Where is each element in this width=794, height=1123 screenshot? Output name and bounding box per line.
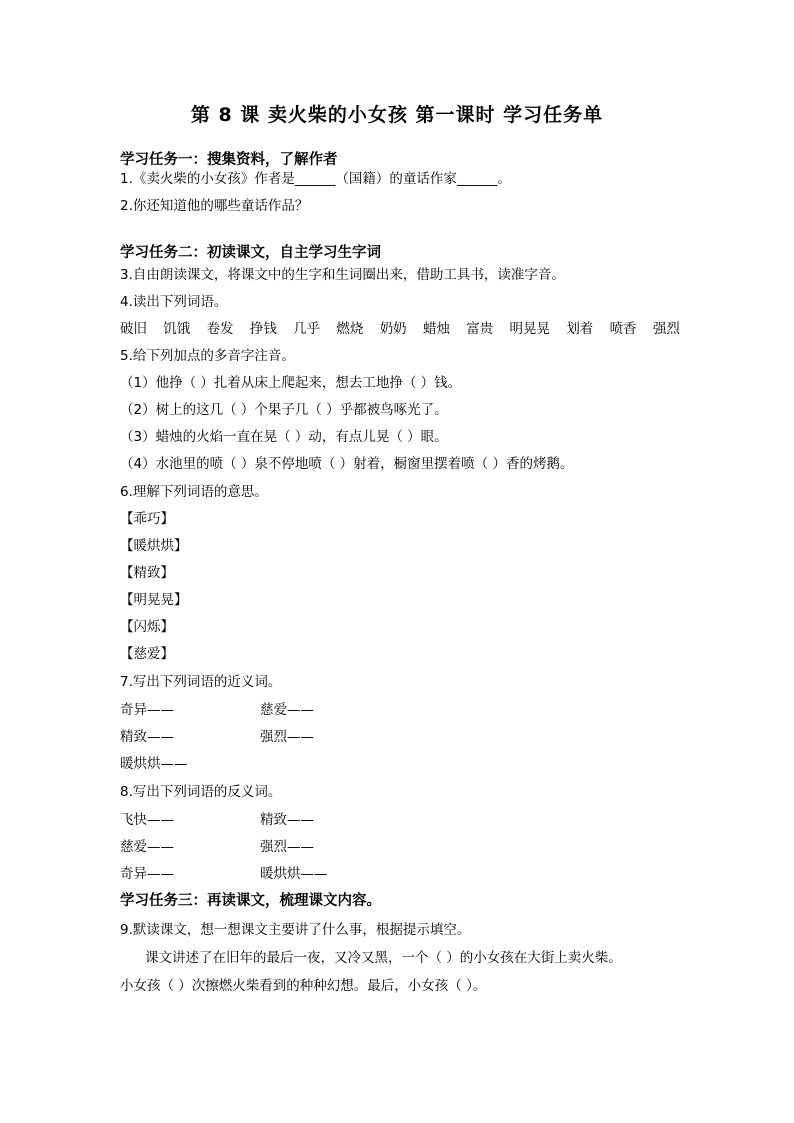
word-meaning-item: 【明晃晃】: [120, 592, 188, 608]
synonym-item: 奇异——: [120, 702, 174, 718]
question-9: 9.默读课文，想一想课文主要讲了什么事，根据提示填空。: [120, 922, 471, 938]
vocab-word: 卷发: [206, 321, 234, 337]
summary-paragraph-line: 课文讲述了在旧年的最后一夜，又冷又黑，一个（ ）的小女孩在大街上卖火柴。: [145, 950, 622, 966]
vocab-word: 蜡烛: [422, 321, 450, 337]
vocab-word: 强烈: [652, 321, 680, 337]
antonym-item: 强烈——: [260, 839, 314, 855]
vocab-word: 几乎: [293, 321, 321, 337]
question-5-item: （4）水池里的喷（ ）泉不停地喷（ ）射着，橱窗里摆着喷（ ）香的烤鹅。: [120, 456, 574, 472]
vocab-list: [120, 317, 680, 337]
vocab-word: 明晃晃: [509, 321, 551, 337]
question-8: 8.写出下列词语的反义词。: [120, 784, 282, 800]
vocab-word: 挣钱: [249, 321, 277, 337]
question-2: 2.你还知道他的哪些童话作品？: [120, 198, 309, 214]
question-4: 4.读出下列词语。: [120, 294, 228, 310]
antonym-item: 飞快——: [120, 812, 174, 828]
question-5: 5.给下列加点的多音字注音。: [120, 348, 295, 364]
word-meaning-item: 【慈爱】: [120, 646, 174, 662]
page-title: 第 8 课 卖火柴的小女孩 第一课时 学习任务单: [190, 104, 604, 126]
summary-paragraph-line: 小女孩（ ）次擦燃火柴看到的种种幻想。最后，小女孩（ ）。: [120, 978, 487, 994]
antonym-item: 慈爱——: [120, 839, 174, 855]
word-meaning-item: 【精致】: [120, 565, 174, 581]
task1-heading: 学习任务一：搜集资料，了解作者: [120, 152, 338, 168]
question-5-item: （1）他挣（ ）扎着从床上爬起来，想去工地挣（ ）钱。: [120, 375, 462, 391]
vocab-word: 喷香: [609, 321, 637, 337]
task3-heading: 学习任务三：再读课文，梳理课文内容。: [120, 893, 381, 909]
vocab-word: 富贵: [466, 321, 494, 337]
synonym-item: 暖烘烘——: [120, 756, 188, 772]
vocab-word: 燃烧: [336, 321, 364, 337]
vocab-word: 饥饿: [163, 321, 191, 337]
question-1: 1.《卖火柴的小女孩》作者是______（国籍）的童话作家______。: [120, 171, 511, 187]
synonym-item: 强烈——: [260, 729, 314, 745]
question-5-item: （3）蜡烛的火焰一直在晃（ ）动，有点儿晃（ ）眼。: [120, 429, 448, 445]
synonym-item: 慈爱——: [260, 702, 314, 718]
antonym-item: 暖烘烘——: [260, 866, 328, 882]
question-6: 6.理解下列词语的意思。: [120, 484, 268, 500]
vocab-word: 划着: [566, 321, 594, 337]
synonym-item: 精致——: [120, 729, 174, 745]
antonym-item: 奇异——: [120, 866, 174, 882]
vocab-word: 破旧: [120, 321, 147, 337]
word-meaning-item: 【乖巧】: [120, 511, 174, 527]
question-3: 3.自由朗读课文，将课文中的生字和生词圈出来，借助工具书，读准字音。: [120, 267, 565, 283]
task2-heading: 学习任务二：初读课文，自主学习生字词: [120, 245, 381, 261]
question-5-item: （2）树上的这几（ ）个果子几（ ）乎都被鸟啄光了。: [120, 402, 448, 418]
word-meaning-item: 【闪烁】: [120, 619, 174, 635]
question-7: 7.写出下列词语的近义词。: [120, 674, 282, 690]
antonym-item: 精致——: [260, 812, 314, 828]
word-meaning-item: 【暖烘烘】: [120, 538, 188, 554]
vocab-word: 奶奶: [379, 321, 407, 337]
